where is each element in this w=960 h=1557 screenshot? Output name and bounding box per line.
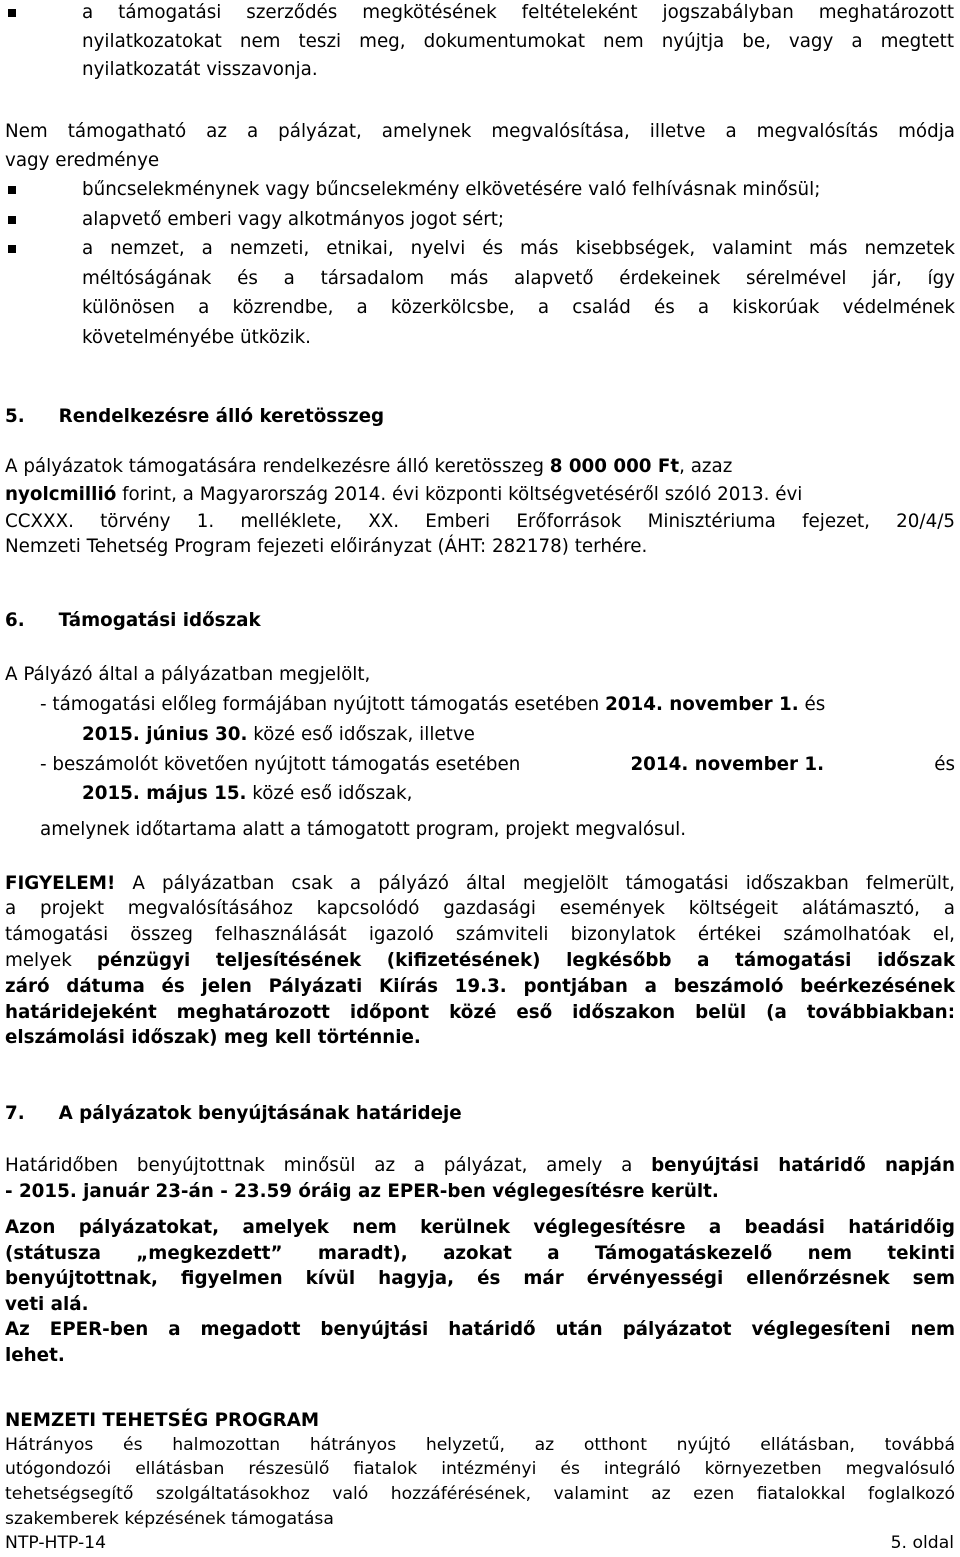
paragraph-line: lehet.: [5, 1345, 65, 1366]
paragraph-line: Határidőben benyújtottnak minősül az a pályázat, amely a benyújtási határidő napján: [5, 1155, 956, 1176]
paragraph-line: vagy eredménye: [5, 150, 160, 171]
section-heading: 7. A pályázatok benyújtásának határideje: [5, 1103, 462, 1124]
paragraph-line: A pályázatok támogatására rendelkezésre álló keretösszeg 8 000 000 Ft, azaz: [5, 456, 733, 477]
warning-line: határidejeként meghatározott időpont közé eső időszakon belül (a továbbiakban:: [5, 1002, 955, 1023]
paragraph-line: amelynek időtartama alatt a támogatott program, projekt megvalósul.: [40, 819, 687, 840]
list-item: bűncselekménynek vagy bűncselekmény elkövetésére való felhívásnak minősül;: [82, 179, 821, 200]
warning-line: a projekt megvalósításához kapcsolódó gazdasági események költségeit alátámasztó, a: [5, 898, 955, 919]
list-item: - támogatási előleg formájában nyújtott támogatás esetében 2014. november 1. és: [40, 694, 826, 715]
warning-line: támogatási összeg felhasználását igazoló számviteli bizonylatok értékei számolhatóak el,: [5, 924, 955, 945]
list-item: követelményébe ütközik.: [82, 327, 311, 348]
paragraph-line: benyújtottnak, figyelmen kívül hagyja, és már érvényességi ellenőrzésnek sem: [5, 1268, 955, 1289]
warning-line: záró dátuma és jelen Pályázati Kiírás 19.3. pontjában a beszámoló beérkezésének: [5, 976, 955, 997]
paragraph-line: nyilatkozatokat nem teszi meg, dokumentumokat nem nyújtja be, vagy a megtett: [82, 31, 954, 52]
section-heading: 5. Rendelkezésre álló keretösszeg: [5, 406, 385, 427]
paragraph-line: - 2015. január 23-án - 23.59 óráig az EPER-ben véglegesítésre került.: [5, 1181, 719, 1202]
bullet-marker: [8, 245, 16, 253]
paragraph-line: CCXXX. törvény 1. melléklete, XX. Emberi Erőforrások Minisztériuma fejezet, 20/4/5: [5, 511, 955, 532]
list-item: különösen a közrendbe, a közerkölcsbe, a család és a kiskorúak védelmének: [82, 297, 955, 318]
list-item: 2015. június 30. közé eső időszak, illetve: [82, 724, 475, 745]
warning-line: elszámolási időszak) meg kell történnie.: [5, 1027, 421, 1048]
paragraph-line: nyilatkozatát visszavonja.: [82, 59, 318, 80]
paragraph-line: A Pályázó által a pályázatban megjelölt,: [5, 664, 371, 685]
paragraph-line: Nem támogatható az a pályázat, amelynek megvalósítása, illetve a megvalósítás módja: [5, 121, 955, 142]
list-item: - beszámolót követően nyújtott támogatás esetében 2014. november 1. és: [40, 754, 955, 775]
footer-line: tehetségsegítő szolgáltatásokhoz való hozzáférésének, valamint az ezen fiatalokkal foglalkozó: [5, 1484, 955, 1504]
page-number: 5. oldal: [890, 1533, 954, 1553]
footer-code: NTP-HTP-14: [5, 1533, 107, 1553]
paragraph-line: Az EPER-ben a megadott benyújtási határidő után pályázatot véglegesíteni nem: [5, 1319, 955, 1340]
paragraph-line: veti alá.: [5, 1294, 89, 1315]
paragraph-line: (státusza „megkezdett” maradt), azokat a Támogatáskezelő nem tekinti: [5, 1243, 955, 1264]
footer-line: Hátrányos és halmozottan hátrányos helyzetű, az otthont nyújtó ellátásban, továbbá: [5, 1435, 955, 1455]
bullet-marker: [8, 216, 16, 224]
list-item: a nemzet, a nemzeti, etnikai, nyelvi és más kisebbségek, valamint más nemzetek: [82, 238, 955, 259]
footer-line: szakemberek képzésének támogatása: [5, 1509, 334, 1529]
list-item: alapvető emberi vagy alkotmányos jogot sért;: [82, 209, 505, 230]
list-item: 2015. május 15. közé eső időszak,: [82, 783, 413, 804]
bullet-marker: [8, 9, 16, 17]
paragraph-line: nyolcmillió forint, a Magyarország 2014. évi központi költségvetéséről szóló 2013. évi: [5, 484, 803, 505]
footer-line: utógondozói ellátásban részesülő fiatalok intézményi és integráló környezetben megvalósuló: [5, 1459, 955, 1479]
list-item: méltóságának és a társadalom más alapvető érdekeinek sérelmével jár, így: [82, 268, 955, 289]
paragraph-line: a támogatási szerződés megkötésének feltételeként jogszabályban meghatározott: [82, 2, 954, 23]
warning-line: melyek pénzügyi teljesítésének (kifizetésének) legkésőbb a támogatási időszak: [5, 950, 955, 971]
paragraph-line: Nemzeti Tehetség Program fejezeti előirányzat (ÁHT: 282178) terhére.: [5, 536, 648, 557]
section-heading: 6. Támogatási időszak: [5, 610, 261, 631]
footer-title: NEMZETI TEHETSÉG PROGRAM: [5, 1410, 320, 1431]
bullet-marker: [8, 186, 16, 194]
warning-line: FIGYELEM! A pályázatban csak a pályázó által megjelölt támogatási időszakban felmerült,: [5, 873, 955, 894]
paragraph-line: Azon pályázatokat, amelyek nem kerülnek véglegesítésre a beadási határidőig: [5, 1217, 955, 1238]
